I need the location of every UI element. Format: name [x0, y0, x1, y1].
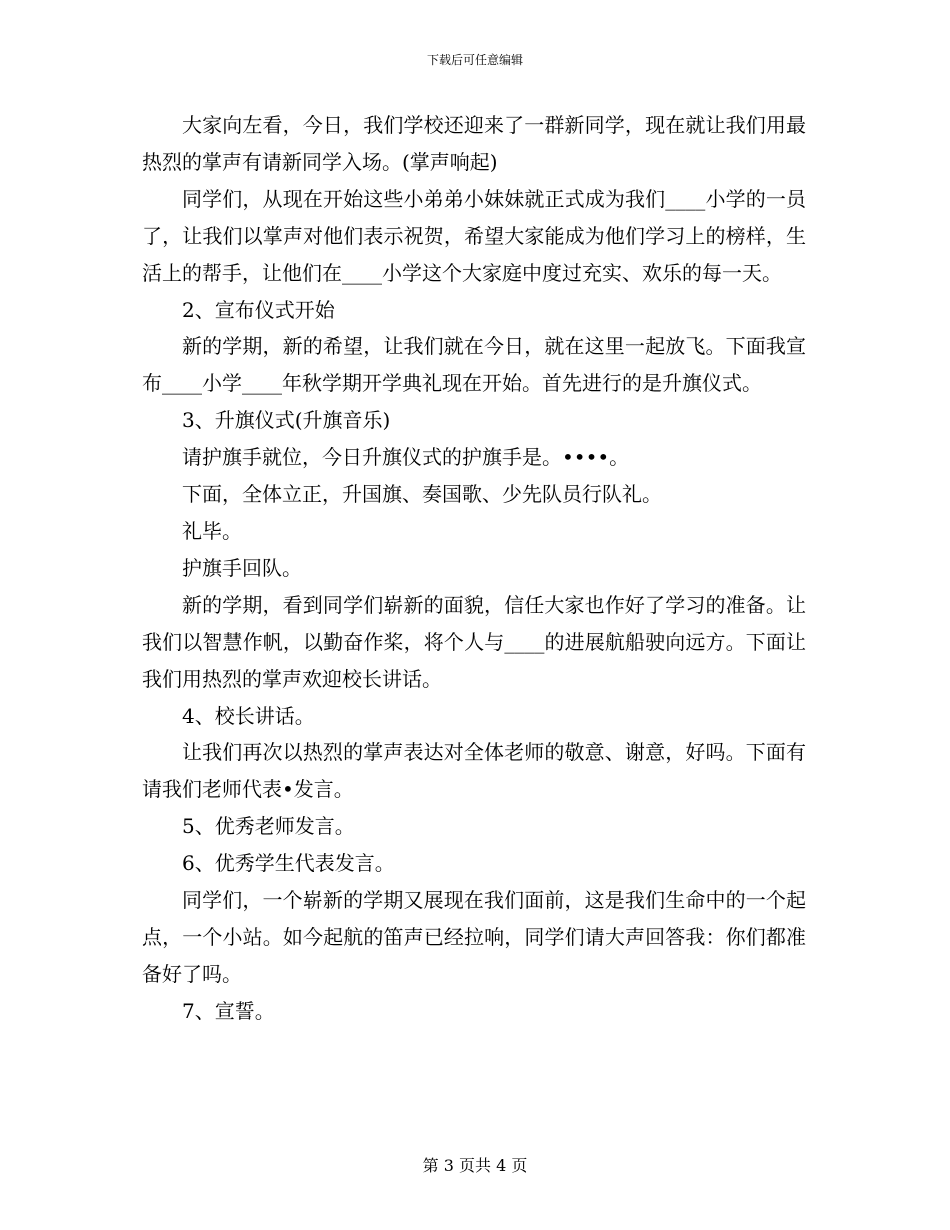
page-header: 下载后可任意编辑	[426, 53, 523, 67]
section-heading-teacher-speech: 5、优秀老师发言。	[182, 814, 355, 839]
paragraph-welcome-new-students: 大家向左看，今日，我们学校还迎来了一群新同学，现在就让我们用最热烈的掌声有请新同学入场。(掌声响起)	[142, 113, 806, 174]
document-body	[142, 107, 806, 1030]
section-heading-oath: 7、宣誓。	[182, 998, 275, 1023]
page-footer: 第 3 页共 4 页	[422, 1156, 528, 1175]
section-heading-announce-start: 2、宣布仪式开始	[182, 297, 335, 322]
paragraph-salute-end: 礼毕。	[182, 518, 242, 543]
paragraph-new-start: 同学们，一个崭新的学期又展现在我们面前，这是我们生命中的一个起点，一个小站。如今起航的笛声已经拉响，同学们请大声回答我：你们都准备好了吗。	[142, 888, 806, 986]
paragraph-announce: 新的学期，新的希望，让我们就在今日，就在这里一起放飞。下面我宣布____小学____年秋学期开学典礼现在开始。首先进行的是升旗仪式。	[142, 334, 806, 396]
paragraph-congratulate: 同学们，从现在开始这些小弟弟小妹妹就正式成为我们____小学的一员了，让我们以掌声对他们表示祝贺，希望大家能成为他们学习上的榜样，生活上的帮手，让他们在____小学这个大家庭中度过充实、欢乐的每一天。	[142, 186, 806, 285]
section-heading-student-speech: 6、优秀学生代表发言。	[182, 851, 395, 876]
section-heading-flag-raising: 3、升旗仪式(升旗音乐)	[182, 408, 391, 433]
paragraph-guards-return: 护旗手回队。	[182, 555, 302, 580]
section-heading-principal-speech: 4、校长讲话。	[182, 703, 315, 728]
paragraph-flag-guards: 请护旗手就位，今日升旗仪式的护旗手是。••••。	[182, 445, 630, 470]
paragraph-thank-teachers: 让我们再次以热烈的掌声表达对全体老师的敬意、谢意，好吗。下面有请我们老师代表•发言。	[142, 740, 806, 802]
paragraph-new-semester: 新的学期，看到同学们崭新的面貌，信任大家也作好了学习的准备。让我们以智慧作帆，以勤奋作桨，将个人与____的进展航船驶向远方。下面让我们用热烈的掌声欢迎校长讲话。	[142, 592, 806, 691]
paragraph-anthem: 下面，全体立正，升国旗、奏国歌、少先队员行队礼。	[182, 482, 662, 507]
